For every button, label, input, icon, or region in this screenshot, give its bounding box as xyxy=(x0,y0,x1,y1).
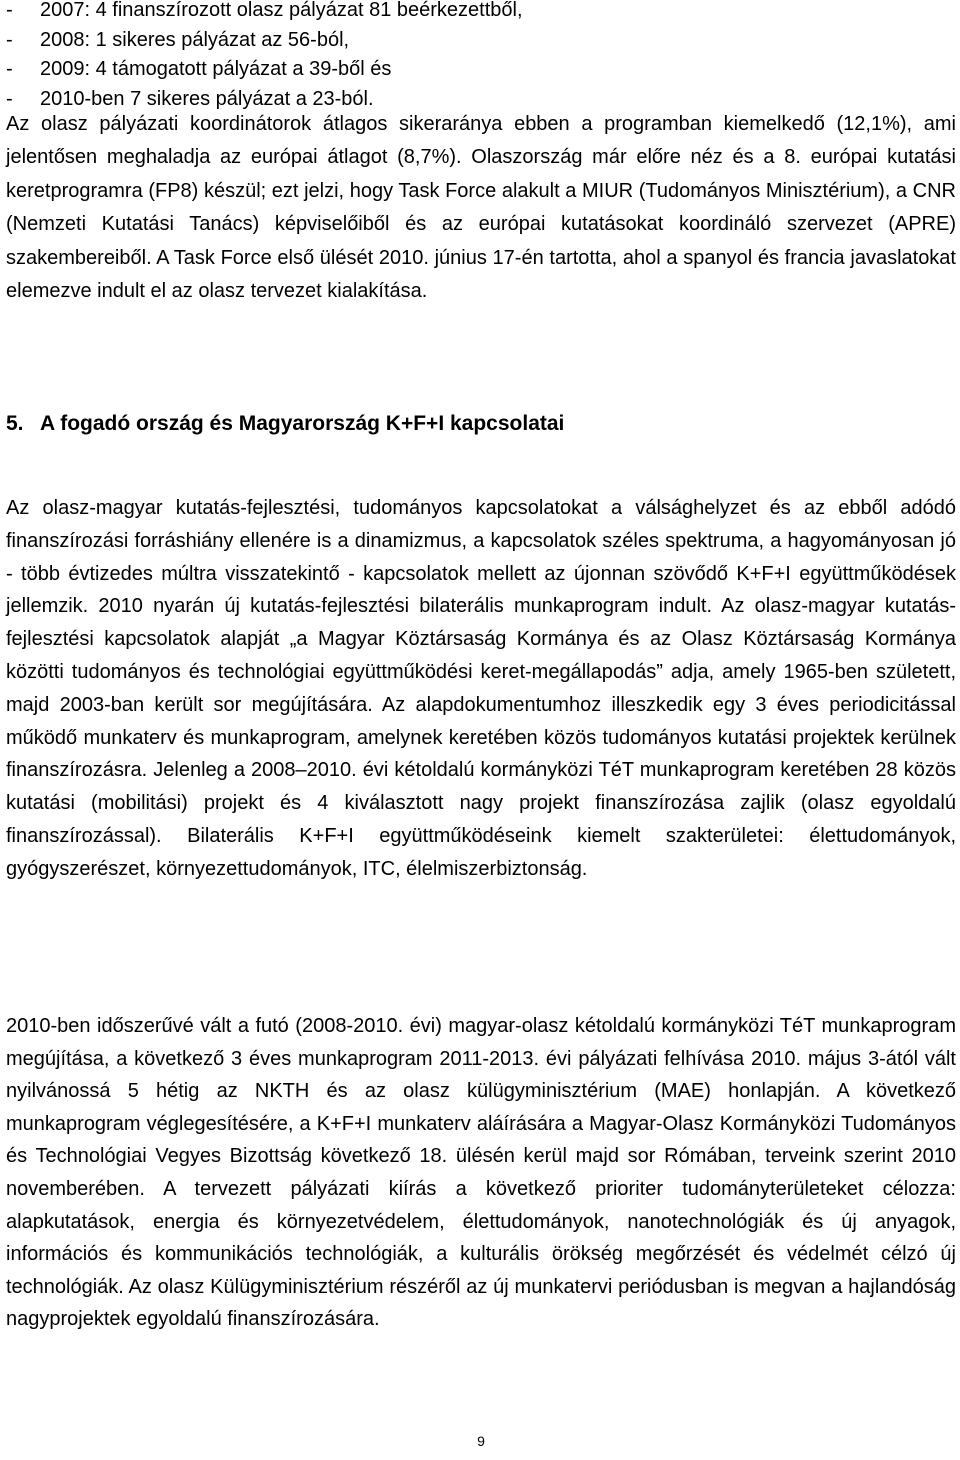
list-marker: - xyxy=(6,0,13,21)
list-item-text: 2007: 4 finanszírozott olasz pályázat 81 beérkezettből, xyxy=(40,0,523,21)
section-title: A fogadó ország és Magyarország K+F+I kapcsolatai xyxy=(40,412,565,435)
list-marker: - xyxy=(6,28,13,51)
results-list xyxy=(6,0,523,114)
list-item-text: 2009: 4 támogatott pályázat a 39-ből és xyxy=(40,58,392,80)
list-item xyxy=(6,0,523,26)
list-item-text: 2010-ben 7 sikeres pályázat a 23-ból. xyxy=(40,87,374,110)
list-item xyxy=(6,26,523,56)
list-item-text: 2008: 1 sikeres pályázat az 56-ból, xyxy=(40,28,350,51)
document-page xyxy=(6,0,956,1460)
list-marker: - xyxy=(6,87,13,110)
list-marker: - xyxy=(6,58,13,80)
list-item xyxy=(6,55,523,85)
paragraph-work-programme: 2010-ben időszerűvé vált a futó (2008-2010. évi) magyar-olasz kétoldalú kormányközi TéT munkaprogram megújítása, a következő 3 éves munkaprogram 2011-2013. évi pályázati felhívása 2010. május 3-ától vált nyilvánossá 5 hétig az NKTH és az olasz külügyminisztérium (MAE) honlapján. A következő munkaprogram véglegesítésére, a K+F+I munkaterv aláírására a Magyar-Olasz Kormányközi Tudományos és Technológiai Vegyes Bizottság következő 18. ülésén kerül majd sor Rómában, terveink szerint 2010 novemberében. A tervezett pályázati kiírás a következő prioriter tudományterületeket célozza: alapkutatások, energia és környezetvédelem, élettudományok, nanotechnológiák és új anyagok, információs és kommunikációs technológiák, a kulturális örökség megőrzését és védelmét célzó új technológiák. Az olasz Külügyminisztérium részéről az új munkatervi periódusban is megvan a hajlandóság nagyprojektek egyoldalú finanszírozására. xyxy=(6,1015,956,1331)
paragraph-relations: Az olasz-magyar kutatás-fejlesztési, tudományos kapcsolatokat a válsághelyzet és az ebből adódó finanszírozási forráshiány ellenére is a dinamizmus, a kapcsolatok széles spektruma, a hagyományosan jó - több évtizedes múltra visszatekintő - kapcsolatok mellett az újonnan szövődő K+F+I együttműködések jellemzik. 2010 nyarán új kutatás-fejlesztési bilaterális munkaprogram indult. Az olasz-magyar kutatás-fejlesztési kapcsolatok alapját „a Magyar Köztársaság Kormánya és az Olasz Köztársaság Kormánya közötti tudományos és technológiai együttműködési keret-megállapodás” adja, amely 1965-ben született, majd 2003-ban került sor megújítására. Az alapdokumentumhoz illeszkedik egy 3 éves periodicitással működő munkaterv és munkaprogram, amelynek keretében közös tudományos kutatási projektek kerülnek finanszírozásra. Jelenleg a 2008–2010. évi kétoldalú kormányközi TéT munkaprogram keretében 28 közös kutatási (mobilitási) projekt és 4 kiválasztott nagy projekt finanszírozása zajlik (olasz egyoldalú finanszírozással). Bilaterális K+F+I együttműködéseink kiemelt szakterületei: élettudományok, gyógyszerészet, környezettudományok, ITC, élelmiszerbiztonság. xyxy=(6,497,956,880)
section-number: 5. xyxy=(6,412,24,435)
section-heading xyxy=(6,408,564,440)
page-number: 9 xyxy=(477,1433,485,1449)
paragraph-success-rate: Az olasz pályázati koordinátorok átlagos sikeraránya ebben a programban kiemelkedő (12,1%), ami jelentősen meghaladja az európai átlagot (8,7%). Olaszország már előre néz és a 8. európai kutatási keretprogramra (FP8) készül; ezt jelzi, hogy Task Force alakult a MIUR (Tudományos Minisztérium), a CNR (Nemzeti Kutatási Tanács) képviselőiből és az európai kutatásokat koordináló szervezet (APRE) szakembereiből. A Task Force első ülését 2010. június 17-én tartotta, ahol a spanyol és francia javaslatokat elemezve indult el az olasz tervezet kialakítása. xyxy=(6,113,956,303)
